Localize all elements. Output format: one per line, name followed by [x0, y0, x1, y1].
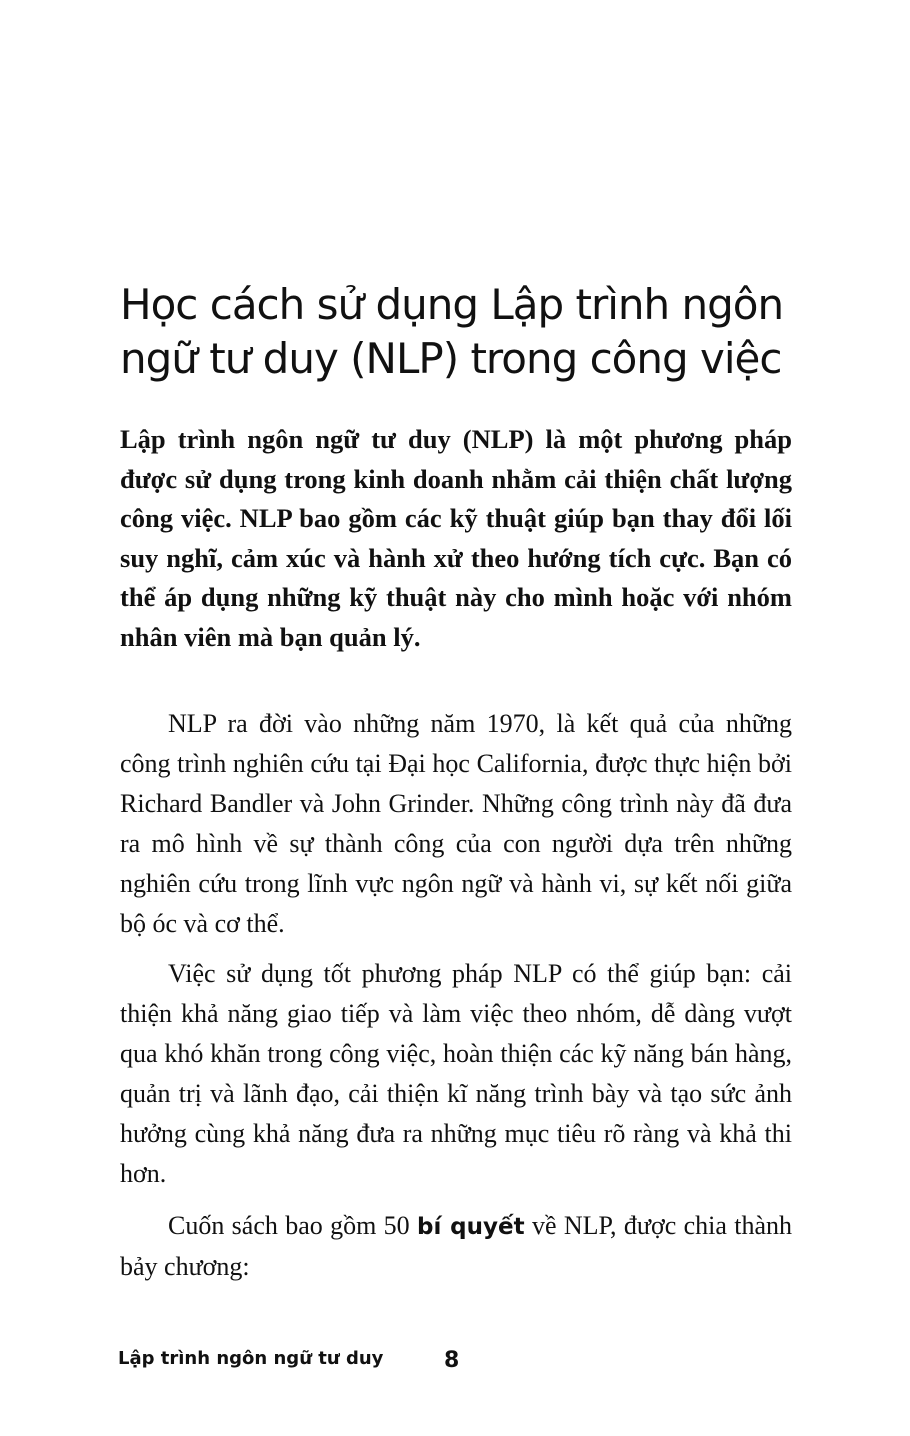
paragraph-3-lead-text: Cuốn sách bao gồm 50: [168, 1211, 417, 1240]
page-title: Học cách sử dụng Lập trình ngôn ngữ tư duy (NLP) trong công việc: [120, 280, 784, 383]
page-number: 8: [444, 1348, 460, 1373]
keyword-tips: bí quyết: [416, 1214, 525, 1240]
paragraph-3-trailing-text: về NLP, được chia thành bảy chương:: [120, 1211, 793, 1281]
body-paragraph-3: [120, 1206, 792, 1287]
body-paragraph-1: NLP ra đời vào những năm 1970, là kết quả của những công trình nghiên cứu tại Đại học California, được thực hiện bởi Richard Bandler và John Grinder. Những công trình này đã đưa ra mô hình về sự thành công của con người dựa trên những nghiên cứu trong lĩnh vực ngôn ngữ và hành vi, sự kết nối giữa bộ óc và cơ thể.: [120, 709, 792, 938]
running-footer-title: [118, 1346, 383, 1372]
body-paragraph-2: Việc sử dụng tốt phương pháp NLP có thể giúp bạn: cải thiện khả năng giao tiếp và làm việc theo nhóm, dễ dàng vượt qua khó khăn trong công việc, hoàn thiện các kỹ năng bán hàng, quản trị và lãnh đạo, cải thiện kĩ năng trình bày và tạo sức ảnh hưởng cùng khả năng đưa ra những mục tiêu rõ ràng và khả thi hơn.: [120, 959, 792, 1188]
intro-paragraph: Lập trình ngôn ngữ tư duy (NLP) là một phương pháp được sử dụng trong kinh doanh nhằm cải thiện chất lượng công việc. NLP bao gồm các kỹ thuật giúp bạn thay đổi lối suy nghĩ, cảm xúc và hành xử theo hướng tích cực. Bạn có thể áp dụng những kỹ thuật này cho mình hoặc với nhóm nhân viên mà bạn quản lý.: [120, 424, 792, 652]
footer-title-part-1: Lập trình: [118, 1348, 211, 1369]
footer-title-part-2: ngôn ngữ tư duy: [216, 1348, 384, 1369]
